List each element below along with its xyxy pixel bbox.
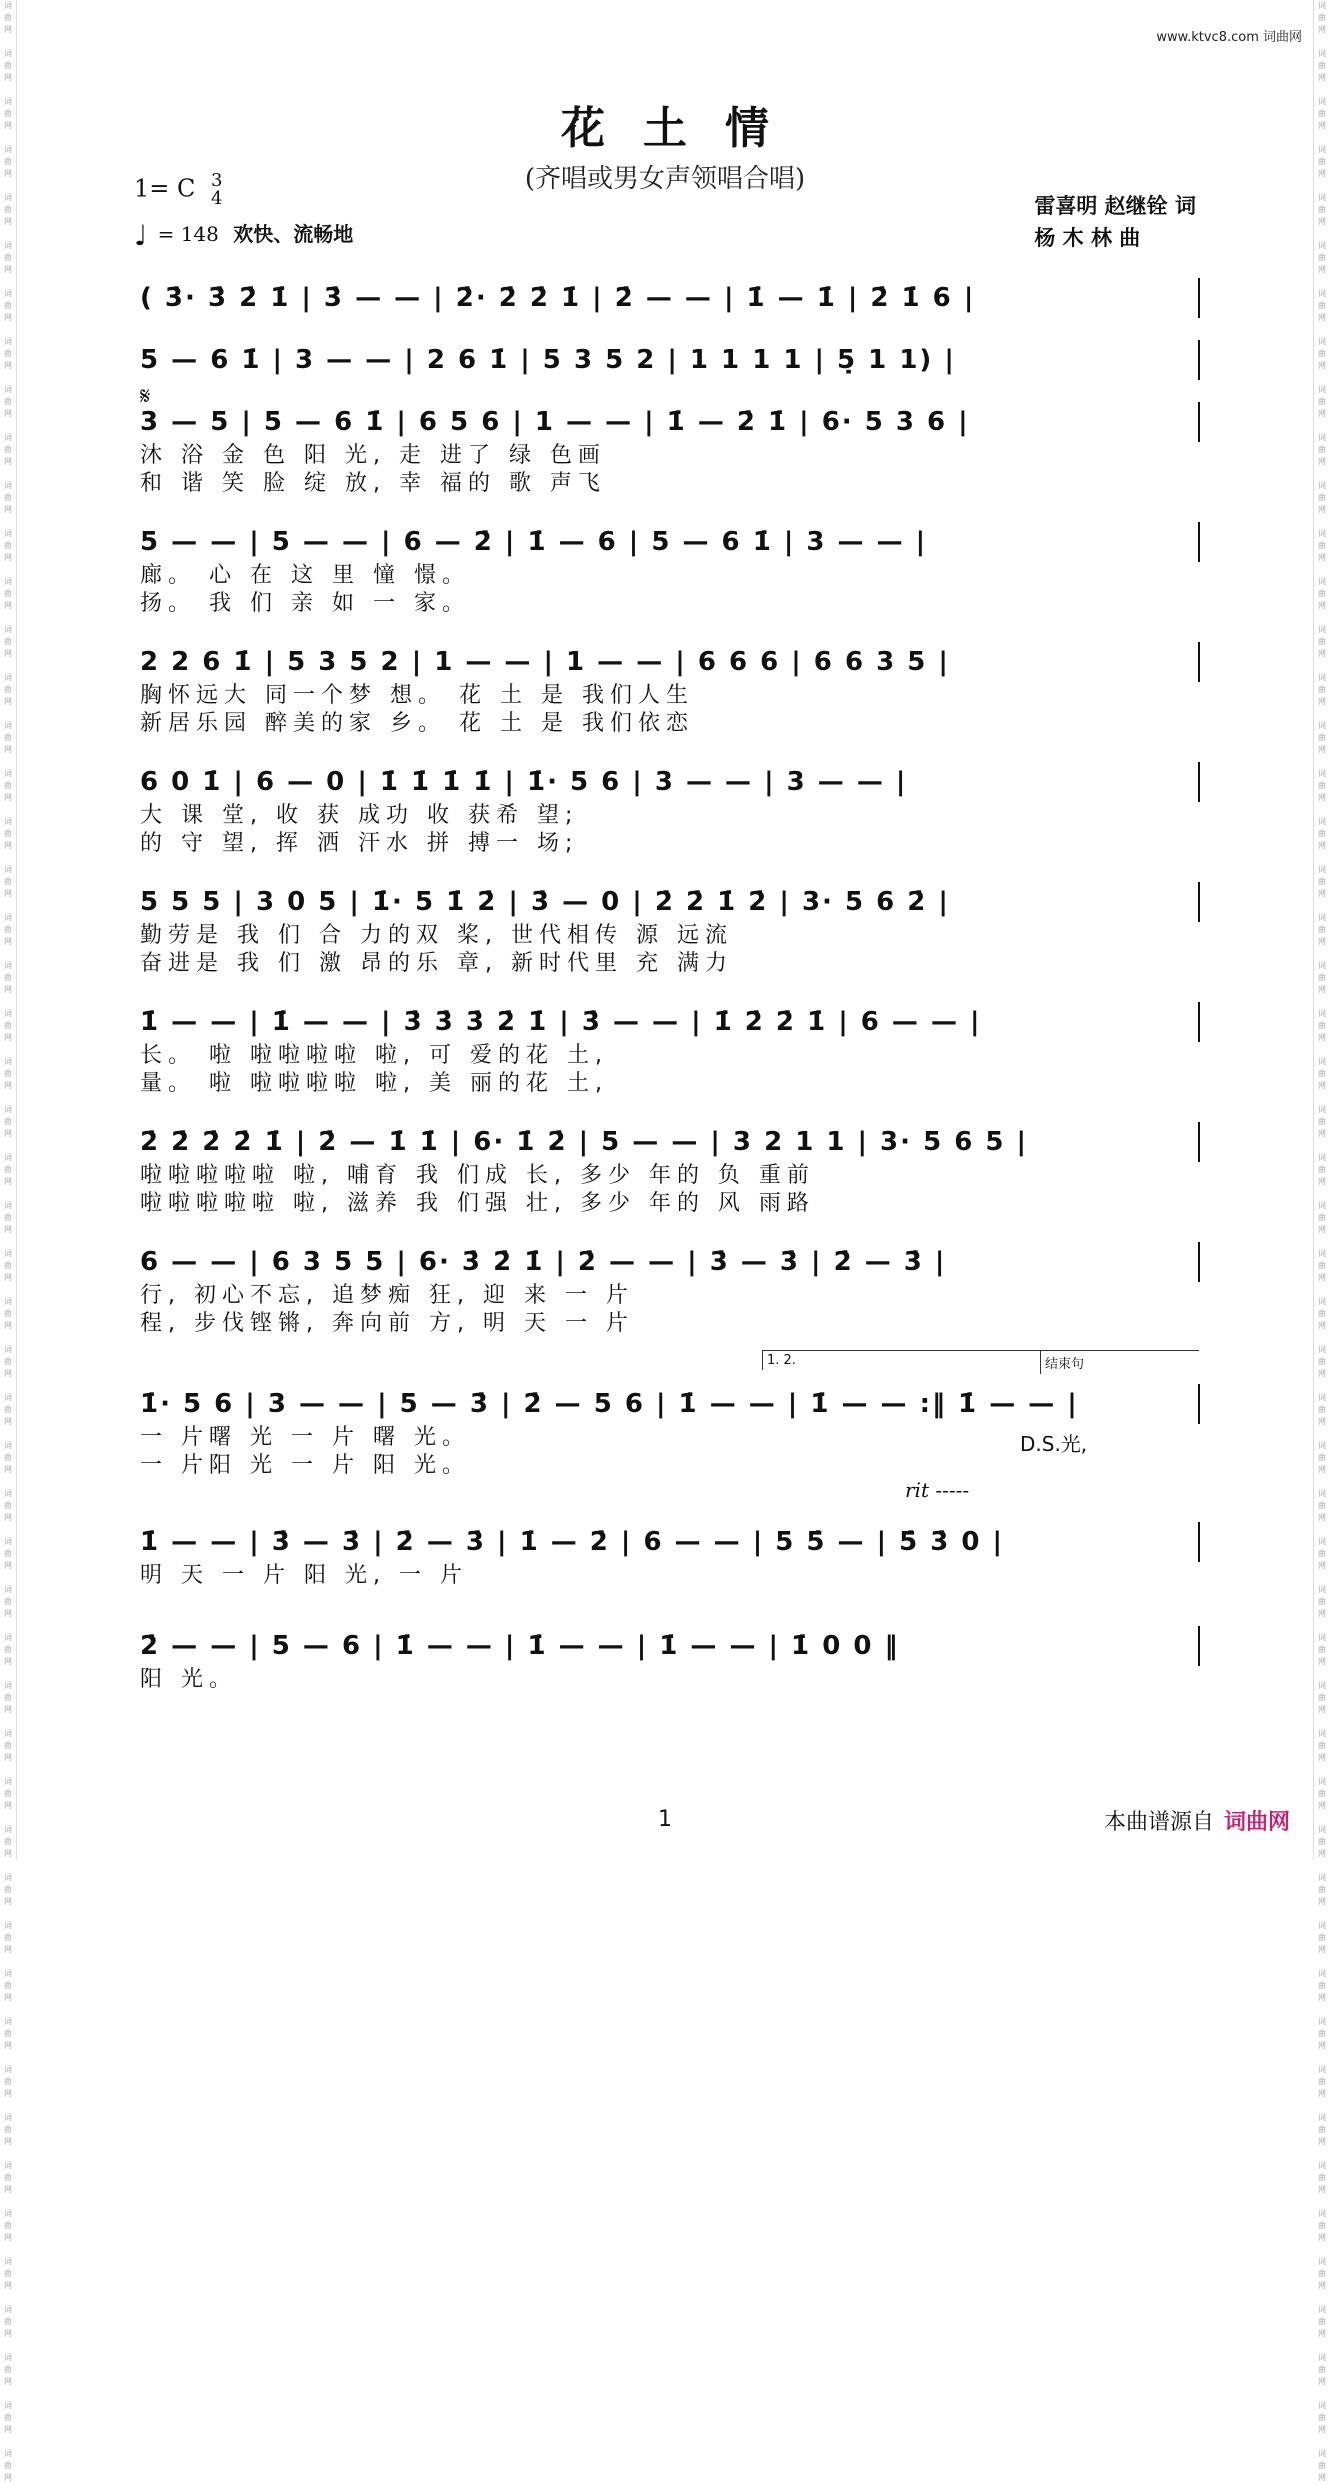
lyric-verse-2: 奋进是 我 们 激 昂的乐 章, 新时代里 充 满力: [140, 951, 733, 976]
lyricist: 雷喜明 赵继铨 词: [1034, 194, 1196, 218]
tempo-value: = 148: [157, 222, 219, 246]
song-subtitle: (齐唱或男女声领唱合唱): [524, 164, 806, 194]
source-label: 本曲谱源自: [1103, 1810, 1214, 1835]
lyric-verse-1: 大 课 堂, 收 获 成功 收 获希 望;: [140, 803, 579, 828]
score-row-3: [140, 402, 1200, 498]
notation-line: 1̇· 5 6 | 3 — — | 5 — 3̇ | 2̇ — 5 6 | 1̇ — — | 1̇ — — :‖ 1̇ — — |: [140, 1384, 1200, 1424]
score-row-6: [140, 762, 1200, 858]
lyric-verse-2: 的 守 望, 挥 洒 汗水 拼 搏一 场;: [140, 831, 579, 856]
page-number: 1: [658, 1807, 672, 1832]
volta-bracket-end: 结束句: [1040, 1350, 1199, 1374]
ds-marking: D.S.光,: [1020, 1432, 1088, 1456]
quarter-note-icon: ♩: [134, 219, 148, 252]
segno-sign: 𝄋: [140, 382, 151, 410]
credits: [1034, 190, 1196, 254]
composer: 杨 木 林 曲: [1034, 226, 1141, 250]
score-row-9: [140, 1122, 1200, 1218]
notation-line: 1̇ — — | 1̇ — — | 3̇ 3̇ 3̇ 2̇ 1̇ | 3̇ — — | 1̇ 2̇ 2̇ 1̇ | 6 — — |: [140, 1002, 1200, 1042]
score-row-13: [140, 1626, 1200, 1694]
notation-line: 3 — 5 | 5 — 6 1̇ | 6 5 6 | 1 — — | 1̇ — 2̇ 1̇ | 6· 5 3 6 |: [140, 402, 1200, 442]
notation-line: 2̇ — — | 5 — 6 | 1̇ — — | 1̇ — — | 1̇ — — | 1̇ 0 0 ‖: [140, 1626, 1200, 1666]
tempo-description: 欢快、流畅地: [233, 222, 354, 246]
score-row-1: [140, 278, 1200, 318]
ritardando-marking: rit -----: [905, 1478, 970, 1502]
notation-line: 2̇ 2̇ 2̇ 2̇ 1̇ | 2̇ — 1̇ 1̇ | 6· 1̇ 2̇ | 5 — — | 3 2 1 1 | 3· 5 6 5 |: [140, 1122, 1200, 1162]
lyric-verse-1: 啦啦啦啦啦 啦, 哺育 我 们成 长, 多少 年的 负 重前: [140, 1163, 815, 1188]
left-watermark-strip: 词 曲 网 词 曲 网 词 曲 网 词 曲 网 词 曲 网 词 曲 网 词 曲 网 词 曲 网 词 曲 网 词 曲 网 词 曲 网 词 曲 网 词 曲 网 词 曲 网 词 曲 网 词 曲 网 词 曲 网 词 曲 网 词 曲 网 词 曲 网 词 曲 网 词 曲 网 词 曲 网 词 曲 网 词 曲 网 词 曲 网 词 曲 网 词 曲 网 词 曲 网 词 曲 网 词 曲 网 词 曲 网 词 曲 网 词 曲 网 词 曲 网 词 曲 网 词 曲 网 词 曲 网 词 曲 网 词 曲 网 词 曲 网 词 曲 网 词 曲 网 词 曲 网 词 曲 网 词 曲 网 词 曲 网 词 曲 网 词 曲 网 词 曲 网 词 曲 网 词 曲 网: [0, 0, 17, 1860]
right-watermark-strip: 词 曲 网 词 曲 网 词 曲 网 词 曲 网 词 曲 网 词 曲 网 词 曲 网 词 曲 网 词 曲 网 词 曲 网 词 曲 网 词 曲 网 词 曲 网 词 曲 网 词 曲 网 词 曲 网 词 曲 网 词 曲 网 词 曲 网 词 曲 网 词 曲 网 词 曲 网 词 曲 网 词 曲 网 词 曲 网 词 曲 网 词 曲 网 词 曲 网 词 曲 网 词 曲 网 词 曲 网 词 曲 网 词 曲 网 词 曲 网 词 曲 网 词 曲 网 词 曲 网 词 曲 网 词 曲 网 词 曲 网 词 曲 网 词 曲 网 词 曲 网 词 曲 网 词 曲 网 词 曲 网 词 曲 网 词 曲 网 词 曲 网 词 曲 网 词 曲 网 词 曲 网: [1313, 0, 1330, 1860]
lyric-verse-2: 啦啦啦啦啦 啦, 滋养 我 们强 壮, 多少 年的 风 雨路: [140, 1191, 815, 1216]
song-title: 花土情: [561, 103, 807, 154]
site-watermark: www.ktvc8.com 词曲网: [1156, 30, 1302, 45]
source-brand-link[interactable]: 词曲网: [1223, 1810, 1290, 1835]
time-signature: [211, 172, 222, 208]
notation-line: ( 3̇· 3̇ 2̇ 1̇ | 3̇ — — | 2̇· 2̇ 2̇ 1̇ | 2̇ — — | 1̇ — 1̇ | 2̇ 1̇ 6 |: [140, 278, 1200, 318]
notation-line: 5 5 5 | 3 0 5 | 1̇· 5 1̇ 2̇ | 3̇ — 0 | 2̇ 2̇ 1̇ 2̇ | 3· 5 6 2̇ |: [140, 882, 1200, 922]
lyric-verse-1: 沐 浴 金 色 阳 光, 走 进了 绿 色画: [140, 443, 606, 468]
score-row-4: [140, 522, 1200, 618]
score-row-5: [140, 642, 1200, 738]
notation-line: 5 — — | 5 — — | 6 — 2̇ | 1̇ — 6 | 5 — 6 1̇ | 3 — — |: [140, 522, 1200, 562]
lyric-verse-1: 廊。 心 在 这 里 憧 憬。: [140, 563, 470, 588]
notation-line: 6 0 1̇ | 6 — 0 | 1̇ 1̇ 1̇ 1̇ | 1̇· 5 6 | 3 — — | 3 — — |: [140, 762, 1200, 802]
source-credit: [1104, 1805, 1290, 1836]
lyric-verse-1: 胸怀远大 同一个梦 想。 花 土 是 我们人生: [140, 683, 694, 708]
lyric-verse-2: 一 片阳 光 一 片 阳 光。: [140, 1453, 470, 1478]
lyric-verse-2: 新居乐园 醉美的家 乡。 花 土 是 我们依恋: [140, 711, 694, 736]
key-label: 1= C: [134, 174, 196, 203]
key-signature: [134, 172, 222, 208]
lyric-verse-2: 和 谐 笑 脸 绽 放, 幸 福的 歌 声飞: [140, 471, 606, 496]
notation-line: 1̇ — — | 3̇ — 3̇ | 2̇ — 3̇ | 1̇ — 2̇ | 6 — — | 5 5̇ — | 5̇ 3̇ 0 |: [140, 1522, 1200, 1562]
lyric-verse-1: 勤劳是 我 们 合 力的双 桨, 世代相传 源 远流: [140, 923, 733, 948]
lyric-verse-1: 阳 光。: [140, 1667, 237, 1692]
notation-line: 6 — — | 6 3 5 5 | 6· 3̇ 2̇ 1̇ | 2̇ — — | 3̇ — 3̇ | 2̇ — 3̇ |: [140, 1242, 1200, 1282]
tempo-marking: [134, 218, 353, 252]
score-row-7: [140, 882, 1200, 978]
lyric-verse-1: 长。 啦 啦啦啦啦 啦, 可 爱的花 土,: [140, 1043, 608, 1068]
score-row-10: [140, 1242, 1200, 1338]
lyric-verse-2: 程, 步伐铿锵, 奔向前 方, 明 天 一 片: [140, 1311, 634, 1336]
lyric-verse-2: 量。 啦 啦啦啦啦 啦, 美 丽的花 土,: [140, 1071, 608, 1096]
score-row-2: [140, 340, 1200, 380]
lyric-verse-1: 明 天 一 片 阳 光, 一 片: [140, 1563, 468, 1588]
lyric-verse-2: 扬。 我 们 亲 如 一 家。: [140, 591, 470, 616]
lyric-verse-1: 行, 初心不忘, 追梦痴 狂, 迎 来 一 片: [140, 1283, 634, 1308]
time-top: 3: [211, 170, 223, 191]
lyric-verse-1: 一 片曙 光 一 片 曙 光。: [140, 1425, 470, 1450]
notation-line: 5 — 6 1̇ | 3 — — | 2 6 1̇ | 5 3 5 2 | 1 1 1 1 | 5̣ 1 1) |: [140, 340, 1200, 380]
score-row-12: [140, 1522, 1200, 1590]
volta-bracket-1: 1. 2.: [762, 1350, 1041, 1370]
time-bottom: 4: [211, 188, 223, 209]
notation-line: 2 2 6 1̇ | 5 3 5 2 | 1 — — | 1 — — | 6 6 6 | 6 6 3 5 |: [140, 642, 1200, 682]
score-row-8: [140, 1002, 1200, 1098]
